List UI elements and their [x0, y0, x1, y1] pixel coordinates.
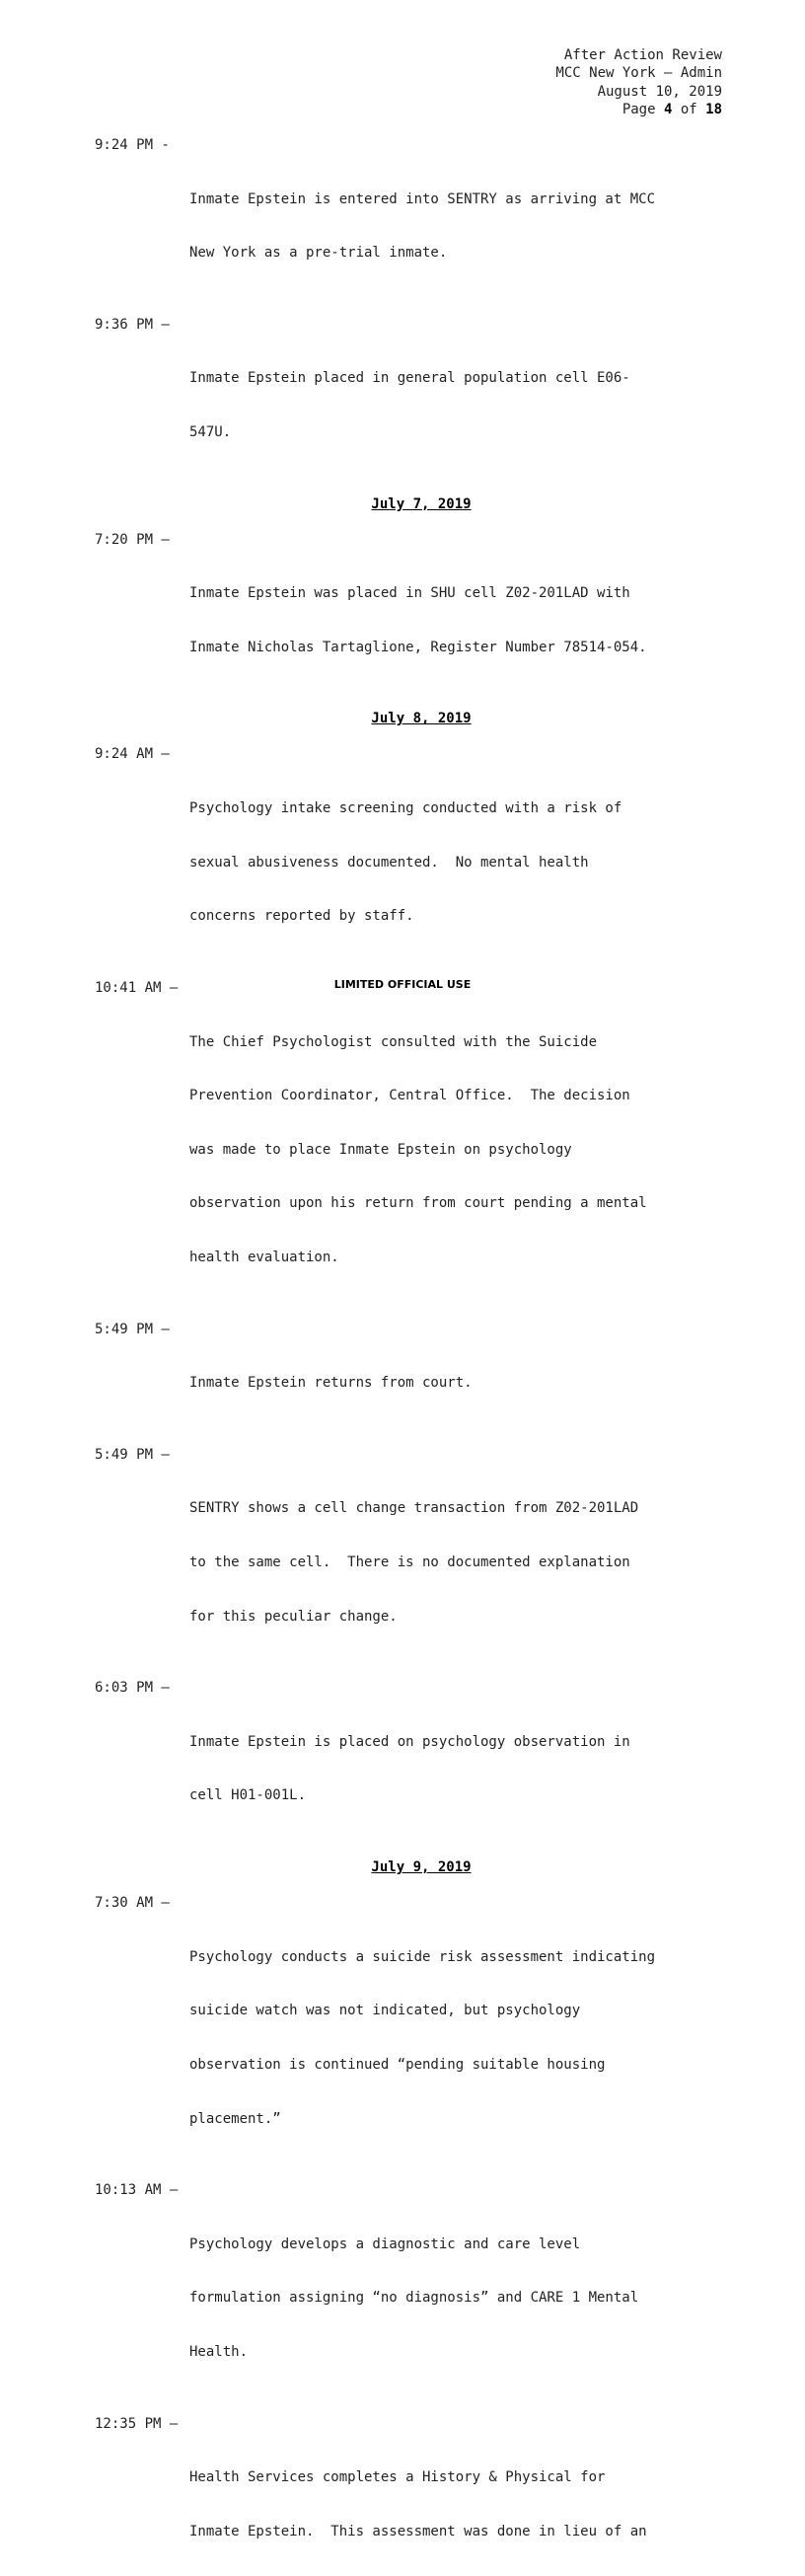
entry-line: Prevention Coordinator, Central Office. The decision	[189, 1088, 630, 1104]
entry-time: 7:30 AM –	[95, 1895, 179, 1912]
entry-line: Inmate Nicholas Tartaglione, Register Number 78514-054.	[189, 639, 647, 655]
entry-line: Inmate Epstein is placed on psychology observation in	[189, 1733, 630, 1750]
page-prefix: Page	[622, 101, 664, 117]
entry-line: was made to place Inmate Epstein on psychology	[189, 1141, 572, 1158]
date-heading: July 9, 2019	[371, 1859, 472, 1876]
page-indicator	[622, 102, 722, 117]
entry-line: health evaluation.	[189, 1249, 339, 1265]
header-date: August 10, 2019	[597, 83, 722, 100]
timeline-entry	[95, 316, 736, 478]
timeline	[95, 136, 736, 2576]
timeline-entry	[95, 1894, 736, 2163]
classification-footer: LIMITED OFFICIAL USE	[333, 978, 472, 991]
entry-time: 12:35 PM –	[95, 2415, 179, 2432]
entry-line: Inmate Epstein was placed in SHU cell Z02-201LAD with	[189, 585, 630, 602]
entry-line: Inmate Epstein is entered into SENTRY as arriving at MCC	[189, 190, 656, 207]
header-title: After Action Review	[563, 47, 722, 63]
timeline-entry	[95, 2181, 736, 2396]
entry-time: 9:24 PM -	[95, 137, 179, 153]
entry-line: Inmate Epstein returns from court.	[189, 1375, 473, 1392]
timeline-entry	[95, 745, 736, 960]
entry-line: Psychology intake screening conducted with a risk of	[189, 800, 622, 817]
entry-line: Health.	[189, 2343, 249, 2360]
entry-line: cell H01-001L.	[189, 1787, 307, 1804]
entry-line: observation upon his return from court pending a mental	[189, 1195, 647, 1212]
page-of: of	[672, 101, 706, 117]
entry-line: to the same cell. There is no documented explanation	[189, 1554, 630, 1571]
date-heading: July 8, 2019	[371, 711, 472, 727]
entry-time: 5:49 PM –	[95, 1321, 179, 1337]
timeline-entry	[95, 531, 736, 693]
entry-line: Health Services completes a History & Physical for	[189, 2469, 606, 2486]
entry-time: 5:49 PM –	[95, 1446, 179, 1463]
entry-line: Psychology conducts a suicide risk assessment indicating	[189, 1948, 656, 1965]
timeline-entry	[95, 136, 736, 298]
page-number: 4	[663, 101, 673, 117]
timeline-entry	[95, 2415, 736, 2576]
timeline-entry	[95, 1446, 736, 1661]
timeline-entry	[95, 1679, 736, 1841]
entry-line: for this peculiar change.	[189, 1608, 398, 1625]
entry-line: The Chief Psychologist consulted with the Suicide	[189, 1033, 598, 1050]
entry-time: 9:36 PM –	[95, 316, 179, 333]
entry-line: suicide watch was not indicated, but psychology	[189, 2003, 581, 2019]
entry-line: Inmate Epstein. This assessment was done in lieu of an	[189, 2523, 647, 2539]
entry-line: observation is continued “pending suitable housing	[189, 2056, 606, 2073]
entry-time: 7:20 PM –	[95, 531, 179, 548]
entry-line: formulation assigning “no diagnosis” and CARE 1 Mental	[189, 2290, 639, 2307]
page-total: 18	[705, 101, 722, 117]
entry-line: SENTRY shows a cell change transaction from Z02-201LAD	[189, 1500, 639, 1517]
entry-line: concerns reported by staff.	[189, 908, 414, 925]
entry-line: 547U.	[189, 424, 232, 441]
timeline-entry	[95, 979, 736, 1303]
entry-time: 9:24 AM –	[95, 746, 179, 763]
entry-time: 10:41 AM –	[95, 979, 179, 996]
entry-line: placement.”	[189, 2110, 281, 2127]
timeline-entry	[95, 1321, 736, 1428]
entry-line: sexual abusiveness documented. No mental health	[189, 854, 589, 871]
entry-line: Psychology develops a diagnostic and care level	[189, 2235, 581, 2252]
header-facility: MCC New York – Admin	[555, 65, 722, 82]
entry-line: New York as a pre-trial inmate.	[189, 245, 448, 262]
entry-time: 10:13 AM –	[95, 2182, 179, 2199]
date-heading: July 7, 2019	[371, 495, 472, 512]
document-header	[555, 46, 722, 118]
entry-line: Inmate Epstein placed in general population cell E06-	[189, 370, 630, 387]
entry-time: 6:03 PM –	[95, 1680, 179, 1697]
